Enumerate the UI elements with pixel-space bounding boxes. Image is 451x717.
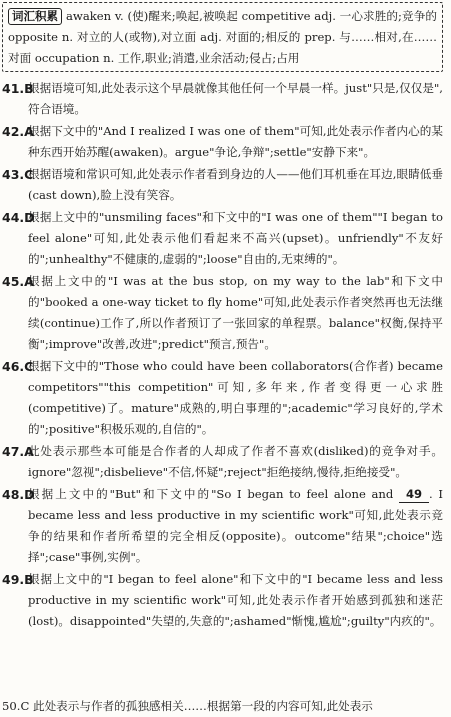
answer-explanation: 根据语境和常识可知,此处表示作者看到身边的人——他们耳机垂在耳边,眼睛低垂(cast down),脸上没有笑容。 bbox=[28, 167, 443, 202]
answer-item-49 bbox=[2, 569, 443, 632]
answer-item-43 bbox=[2, 164, 443, 206]
answer-explanation: 根据上文中的"I was at the bus stop, on my way to the lab"和下文中的"booked a one-way ticket to fly home"可知,此处表示作者突然再也无法继续(continue)工作了,所以作者预订了一张回家的单程票。balance"权衡,保持平衡";improve"改善,改进";predict"预言,预告"。 bbox=[28, 274, 443, 351]
answer-explanation: 根据下文中的"Those who could have been collaborators(合作者) became competitors""this competition"可知,多年来,作者变得更一心求胜(competitive)了。mature"成熟的,明白事理的";academic"学习良好的,学术的";positive"积极乐观的,自信的"。 bbox=[28, 359, 443, 436]
answer-explanation: 此处表示那些本可能是合作者的人却成了作者不喜欢(disliked)的竞争对手。ignore"忽视";disbelieve"不信,怀疑";reject"拒绝接纳,慢待,拒绝接受"。 bbox=[28, 444, 443, 479]
answer-explanation: 根据语境可知,此处表示这个早晨就像其他任何一个早晨一样。just"只是,仅仅是",符合语境。 bbox=[28, 81, 443, 116]
answer-number: 46.C bbox=[2, 359, 34, 374]
answer-explanation: 根据下文中的"And I realized I was one of them"可知,此处表示作者内心的某种东西开始苏醒(awaken)。argue"争论,争辩";settle"安静下来"。 bbox=[28, 124, 443, 159]
answer-number: 49.B bbox=[2, 572, 34, 587]
answer-number: 48.D bbox=[2, 487, 35, 502]
cut-off-next-line: 50.C 此处表示与作者的孤独感相关……根据第一段的内容可知,此处表示 bbox=[2, 699, 373, 713]
vocabulary-text: awaken v. (使)醒来;唤起,被唤起 competitive adj. 一心求胜的;竞争的 opposite n. 对立的人(或物),对立面 adj. 对面的;相反的 prep. 与……相对,在……对面 occupation n. 工作,职业;消遣,业余活动;侵占;占用 bbox=[8, 9, 437, 65]
answer-number: 44.D bbox=[2, 210, 35, 225]
answer-number: 43.C bbox=[2, 167, 34, 182]
answer-item-47 bbox=[2, 441, 443, 483]
answer-page bbox=[2, 2, 443, 633]
answer-item-42 bbox=[2, 121, 443, 163]
answer-item-45 bbox=[2, 271, 443, 355]
answer-number: 47.A bbox=[2, 444, 34, 459]
vocabulary-box bbox=[2, 2, 443, 72]
answer-number: 45.A bbox=[2, 274, 34, 289]
answer-item-48 bbox=[2, 484, 443, 568]
answer-number: 42.A bbox=[2, 124, 34, 139]
answer-item-41 bbox=[2, 78, 443, 120]
answer-explanation-part-1: 根据上文中的"But"和下文中的"So I began to feel alone and bbox=[28, 487, 394, 501]
answer-explanation: 根据上文中的"unsmiling faces"和下文中的"I was one of them""I began to feel alone"可知,此处表示他们看起来不高兴(upset)。unfriendly"不友好的";unhealthy"不健康的,虚弱的";loose"自由的,无束缚的"。 bbox=[28, 210, 443, 266]
answer-item-46 bbox=[2, 356, 443, 440]
vocabulary-tag: 词汇积累 bbox=[8, 8, 62, 25]
blank-number-49: 49 bbox=[399, 487, 429, 503]
answer-number: 41.B bbox=[2, 81, 34, 96]
answer-item-44 bbox=[2, 207, 443, 270]
answer-explanation-part-2: . I became less and less productive in my scientific work"可知,此处表示竞争的结果和作者所希望的完全相反(opposite)。outcome"结果";choice"选择";case"事例,实例"。 bbox=[28, 487, 444, 564]
answer-explanation: 根据上文中的"I began to feel alone"和下文中的"I became less and less productive in my scientific work"可知,此处表示作者开始感到孤独和迷茫(lost)。disappointed"失望的,失意的";ashamed"惭愧,尴尬";guilty"内疚的"。 bbox=[28, 572, 443, 628]
